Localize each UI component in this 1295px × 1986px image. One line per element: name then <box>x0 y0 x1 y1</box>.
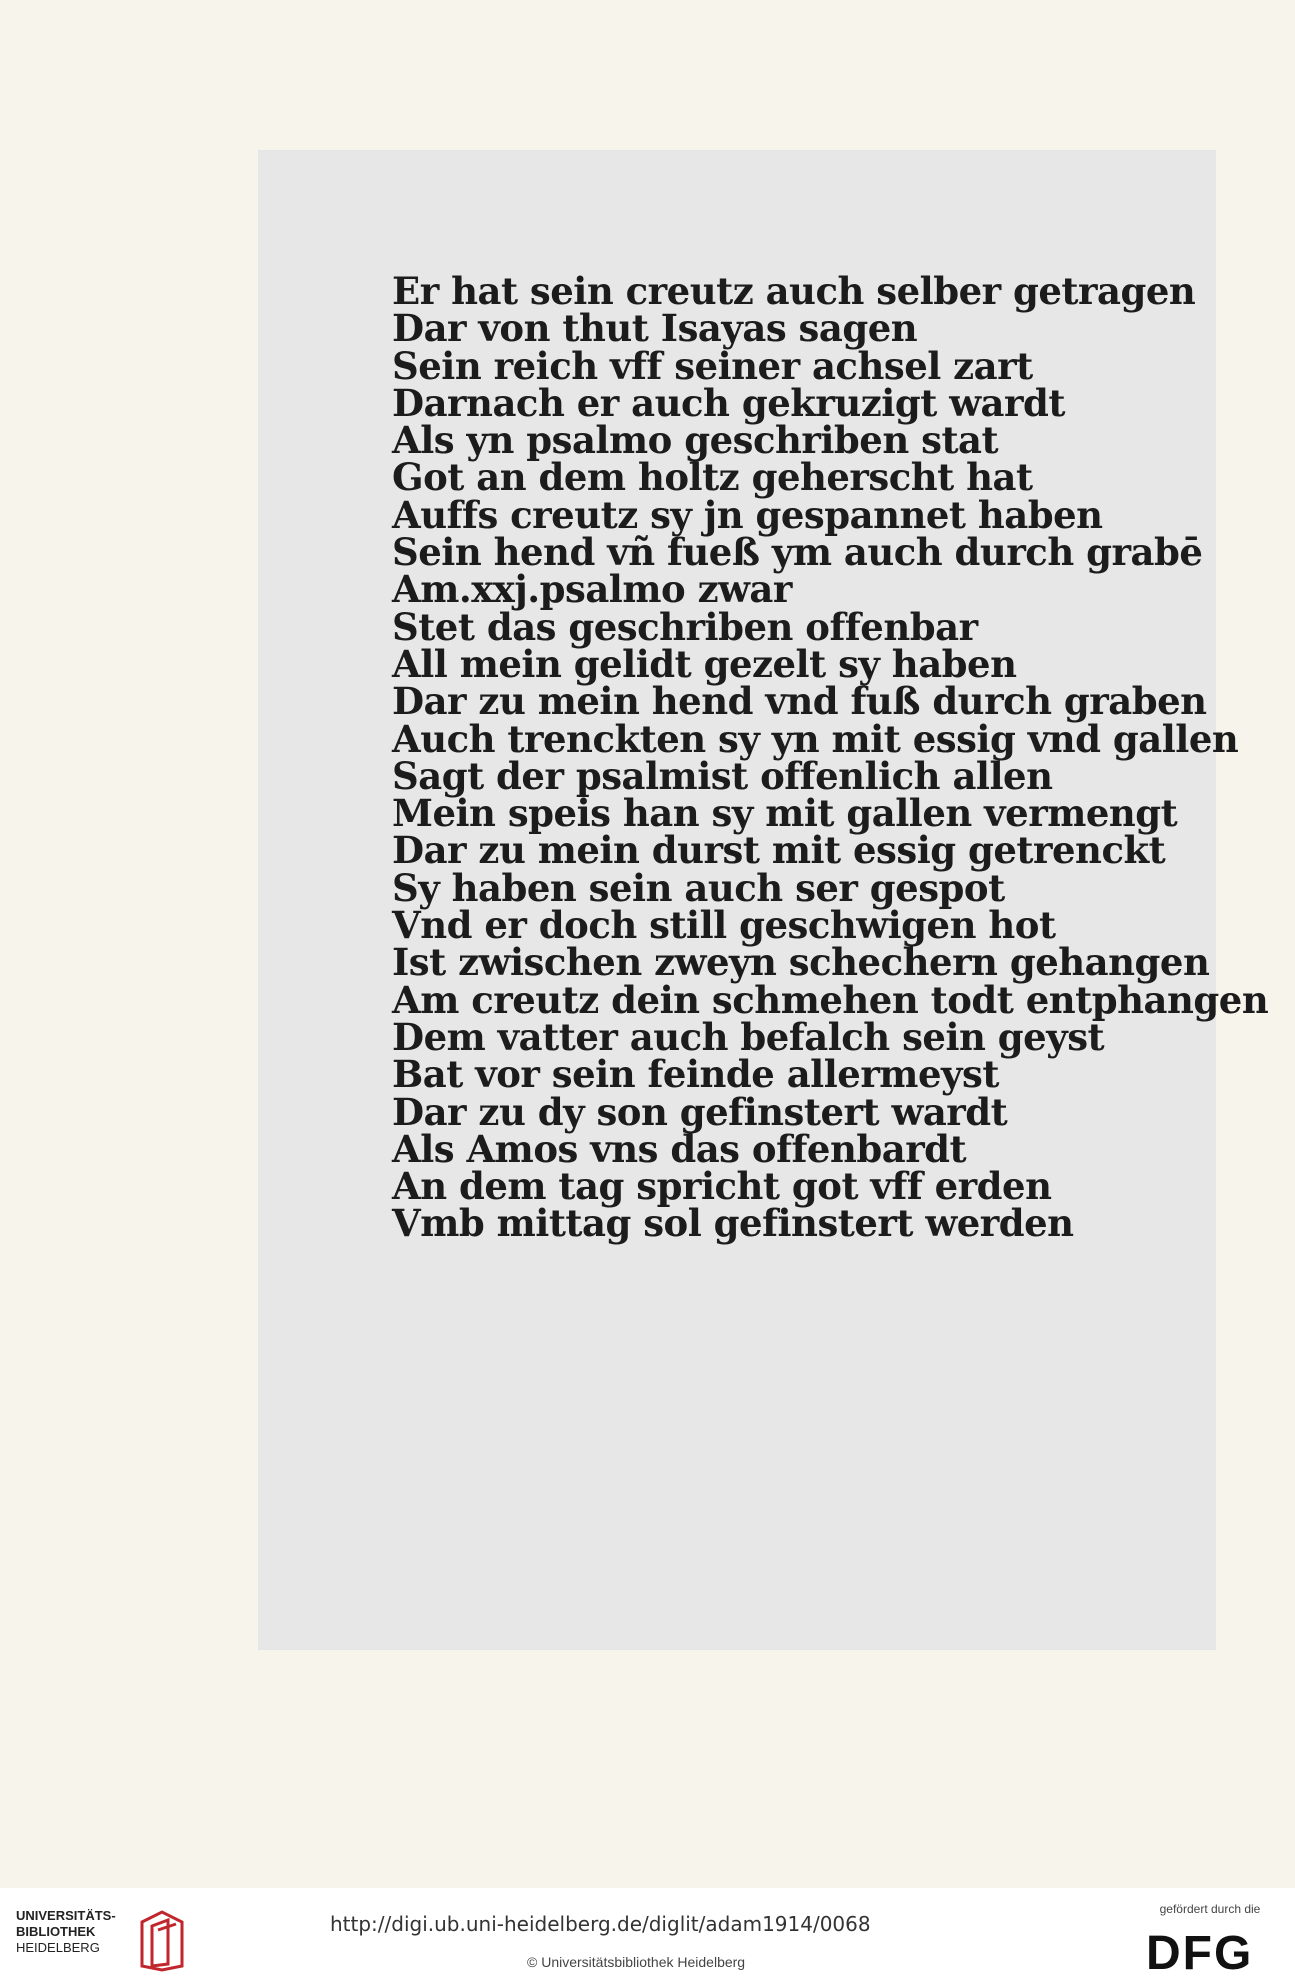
verse-line: Dem vatter auch befalch sein geyst <box>392 1014 1105 1059</box>
verse-line: Vmb mittag sol gefinstert werden <box>392 1201 1074 1246</box>
library-name-line3: HEIDELBERG <box>16 1940 100 1955</box>
verse-line: An dem tag spricht got vff erden <box>392 1164 1052 1209</box>
verse-line: Als Amos vns das offenbardt <box>392 1126 967 1171</box>
funded-by-text: gefördert durch die <box>1159 1902 1261 1916</box>
verse-line: Dar zu mein durst mit essig getrenckt <box>392 828 1166 873</box>
verse-line: Als yn psalmo geschriben stat <box>392 418 999 463</box>
verse-line: Auffs creutz sy jn gespannet haben <box>392 492 1103 537</box>
verse-line: Sein hend vñ fueß ym auch durch grabē <box>392 530 1203 575</box>
verse-line: Mein speis han sy mit gallen vermengt <box>392 791 1178 836</box>
dfg-sponsor[interactable] <box>1140 1902 1280 1978</box>
verse-line: Auch trenckten sy yn mit essig vnd gallen <box>392 716 1239 761</box>
verse-line: Vnd er doch still geschwigen hot <box>392 903 1056 948</box>
verse-line: Dar von thut Isayas sagen <box>392 306 918 351</box>
library-name-line1: UNIVERSITÄTS- <box>16 1908 116 1923</box>
verse-line: Dar zu mein hend vnd fuß durch graben <box>392 679 1207 724</box>
page-url-link[interactable]: http://digi.ub.uni-heidelberg.de/diglit/adam1914/0068 <box>330 1912 871 1936</box>
verse-line: Darnach er auch gekruzigt wardt <box>392 380 1065 425</box>
footer <box>0 1888 1295 1986</box>
verse-line: Am.xxj.psalmo zwar <box>392 567 792 612</box>
verse-line: Got an dem holtz geherscht hat <box>392 455 1033 500</box>
verse-line: Ist zwischen zweyn schechern gehangen <box>392 940 1210 985</box>
verse-line: Stet das geschriben offenbar <box>392 604 978 649</box>
library-name <box>16 1908 116 1956</box>
library-name-line2: BIBLIOTHEK <box>16 1924 96 1939</box>
verse-line: Sy haben sein auch ser gespot <box>392 865 1005 910</box>
verse-line: Sagt der psalmist offenlich allen <box>392 753 1053 798</box>
verse-line: Bat vor sein feinde allermeyst <box>392 1052 999 1097</box>
copyright-text: © Universitätsbibliothek Heidelberg <box>527 1954 746 1970</box>
dfg-logo: DFG <box>1146 1927 1254 1980</box>
verse-line: All mein gelidt gezelt sy haben <box>392 641 1017 686</box>
verse-line: Am creutz dein schmehen todt entphangen <box>392 977 1269 1022</box>
library-logo[interactable] <box>16 1908 186 1974</box>
verse-line: Dar zu dy son gefinstert wardt <box>392 1089 1008 1134</box>
library-mark-icon <box>136 1908 188 1972</box>
verse-block <box>392 269 1269 1246</box>
verse-line: Sein reich vff seiner achsel zart <box>392 343 1033 388</box>
verse-line: Er hat sein creutz auch selber getragen <box>392 269 1196 313</box>
